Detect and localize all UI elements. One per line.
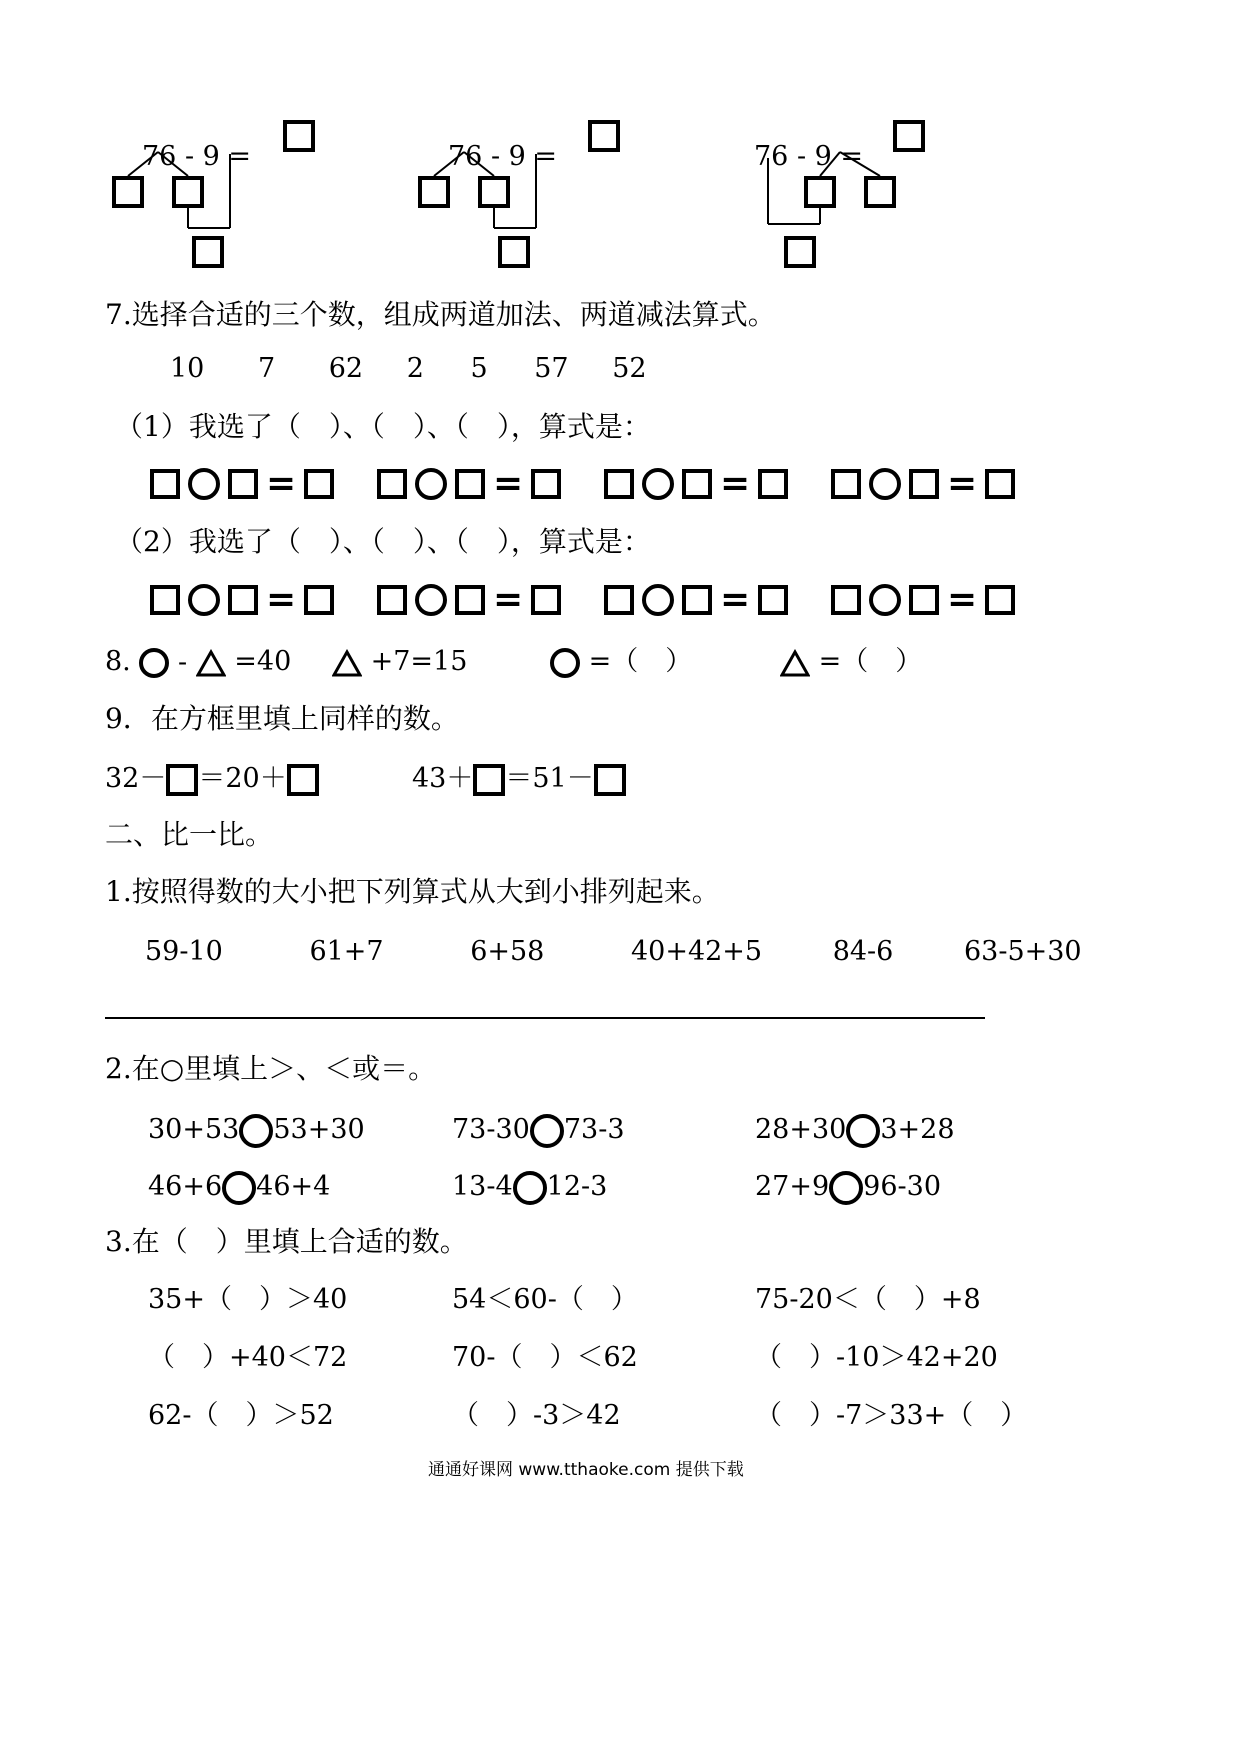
expr-part: ＝20＋	[198, 763, 287, 794]
compare-circle[interactable]	[829, 1171, 863, 1205]
left-expr: 27+9	[755, 1171, 830, 1202]
fill-item[interactable]: 54＜60-（ ）	[452, 1284, 638, 1315]
compare-circle[interactable]	[530, 1114, 564, 1148]
q8-eq2-group	[332, 645, 467, 679]
triangle-icon	[196, 649, 226, 677]
equation-template[interactable]: =	[377, 468, 561, 500]
compare-circle[interactable]	[846, 1114, 880, 1148]
tree-lines	[416, 150, 556, 250]
part2-title: 二、比一比。	[105, 818, 274, 851]
right-expr: 46+4	[256, 1171, 331, 1202]
number-item: 2	[406, 353, 424, 384]
expr-part: ＝51－	[505, 763, 594, 794]
q9-equation-1	[105, 762, 319, 796]
expr-item: 63-5+30	[963, 936, 1082, 967]
circle-icon	[139, 648, 169, 678]
compare-item	[148, 1113, 365, 1148]
expr-item: 59-10	[145, 936, 223, 967]
equation-template[interactable]: =	[604, 584, 788, 616]
right-expr: 12-3	[546, 1171, 608, 1202]
expr-part: 32－	[105, 763, 167, 794]
compare-circle[interactable]	[239, 1114, 273, 1148]
left-expr: 28+30	[755, 1114, 847, 1145]
q7-part1: （1）我选了（ ）、（ ）、（ ），算式是：	[115, 410, 651, 443]
q8-eq3-group[interactable]	[550, 645, 692, 679]
compare-q2-title: 2.在○里填上＞、＜或＝。	[105, 1052, 437, 1085]
q8-eq4: =（ ）	[818, 646, 923, 677]
left-expr: 73-30	[452, 1114, 530, 1145]
fill-box[interactable]	[166, 764, 198, 796]
expr-item: 6+58	[470, 936, 545, 967]
number-item: 52	[612, 353, 647, 384]
compare-circle[interactable]	[513, 1171, 547, 1205]
q7-part2: （2）我选了（ ）、（ ）、（ ），算式是：	[115, 525, 651, 558]
compare-q1-title: 1.按照得数的大小把下列算式从大到小排列起来。	[105, 875, 720, 908]
compare-item	[452, 1113, 625, 1148]
q7-title: 7.选择合适的三个数，组成两道加法、两道减法算式。	[105, 298, 776, 331]
compare-item	[755, 1113, 955, 1148]
q8-row	[105, 645, 291, 680]
answer-line[interactable]	[105, 1017, 985, 1019]
answer-box[interactable]	[588, 120, 620, 152]
fill-item[interactable]: （ ）+40＜72	[148, 1342, 348, 1373]
q8-eq2: +7=15	[370, 646, 468, 677]
right-expr: 96-30	[863, 1171, 942, 1202]
compare-item	[452, 1170, 607, 1205]
expr-part: 43＋	[412, 763, 474, 794]
left-expr: 30+53	[148, 1114, 240, 1145]
fill-item[interactable]: 35+（ ）＞40	[148, 1284, 348, 1315]
fill-item[interactable]: （ ）-10＞42+20	[755, 1342, 998, 1373]
equation-template[interactable]: =	[377, 584, 561, 616]
q8-eq1: =40	[234, 646, 292, 677]
footer: 通通好课网 www.tthaoke.com 提供下载	[428, 1460, 744, 1480]
left-expr: 13-4	[452, 1171, 513, 1202]
compare-q3-title: 3.在（ ）里填上合适的数。	[105, 1225, 468, 1258]
tree-lines	[110, 150, 250, 250]
fill-item[interactable]: 75-20＜（ ）+8	[755, 1284, 981, 1315]
expr-item: 40+42+5	[630, 936, 763, 967]
right-expr: 53+30	[273, 1114, 365, 1145]
fill-item[interactable]: （ ）-3＞42	[452, 1400, 621, 1431]
equation-template[interactable]: =	[150, 468, 334, 500]
tree-expression: 76 - 9 =	[754, 141, 864, 172]
answer-box[interactable]	[893, 120, 925, 152]
fill-box[interactable]	[473, 764, 505, 796]
q9-equation-2	[412, 762, 626, 796]
q9-title: 9．在方框里填上同样的数。	[105, 702, 459, 735]
minus-sign: -	[177, 646, 188, 678]
circle-icon	[550, 648, 580, 678]
expr-item: 84-6	[832, 936, 894, 967]
number-item: 5	[470, 353, 488, 384]
equation-template[interactable]: =	[604, 468, 788, 500]
right-expr: 3+28	[880, 1114, 955, 1145]
number-item: 7	[257, 353, 276, 384]
fill-item[interactable]: 62-（ ）＞52	[148, 1400, 334, 1431]
number-item: 57	[534, 353, 569, 384]
number-item: 10	[170, 353, 205, 384]
q8-label: 8.	[105, 646, 131, 677]
tree-expression: 76 - 9 =	[142, 141, 252, 172]
triangle-icon	[780, 649, 810, 677]
q8-eq4-group[interactable]	[780, 645, 922, 679]
compare-q1-exprs	[145, 935, 1082, 969]
fill-box[interactable]	[287, 764, 319, 796]
number-item: 62	[328, 353, 364, 384]
equation-template[interactable]: =	[831, 584, 1015, 616]
tree-lines	[760, 150, 910, 250]
right-expr: 73-3	[563, 1114, 625, 1145]
tree-expression: 76 - 9 =	[448, 141, 558, 172]
fill-item[interactable]: 70-（ ）＜62	[452, 1342, 638, 1373]
equation-template[interactable]: =	[150, 584, 334, 616]
expr-item: 61+7	[309, 936, 384, 967]
left-expr: 46+6	[148, 1171, 223, 1202]
q7-numbers	[170, 352, 647, 386]
triangle-icon	[332, 649, 362, 677]
compare-item	[755, 1170, 941, 1205]
compare-item	[148, 1170, 330, 1205]
compare-circle[interactable]	[222, 1171, 256, 1205]
fill-box[interactable]	[594, 764, 626, 796]
fill-item[interactable]: （ ）-7＞33+（ ）	[755, 1400, 1028, 1431]
equation-template[interactable]: =	[831, 468, 1015, 500]
answer-box[interactable]	[283, 120, 315, 152]
q8-eq3: =（ ）	[588, 646, 693, 677]
